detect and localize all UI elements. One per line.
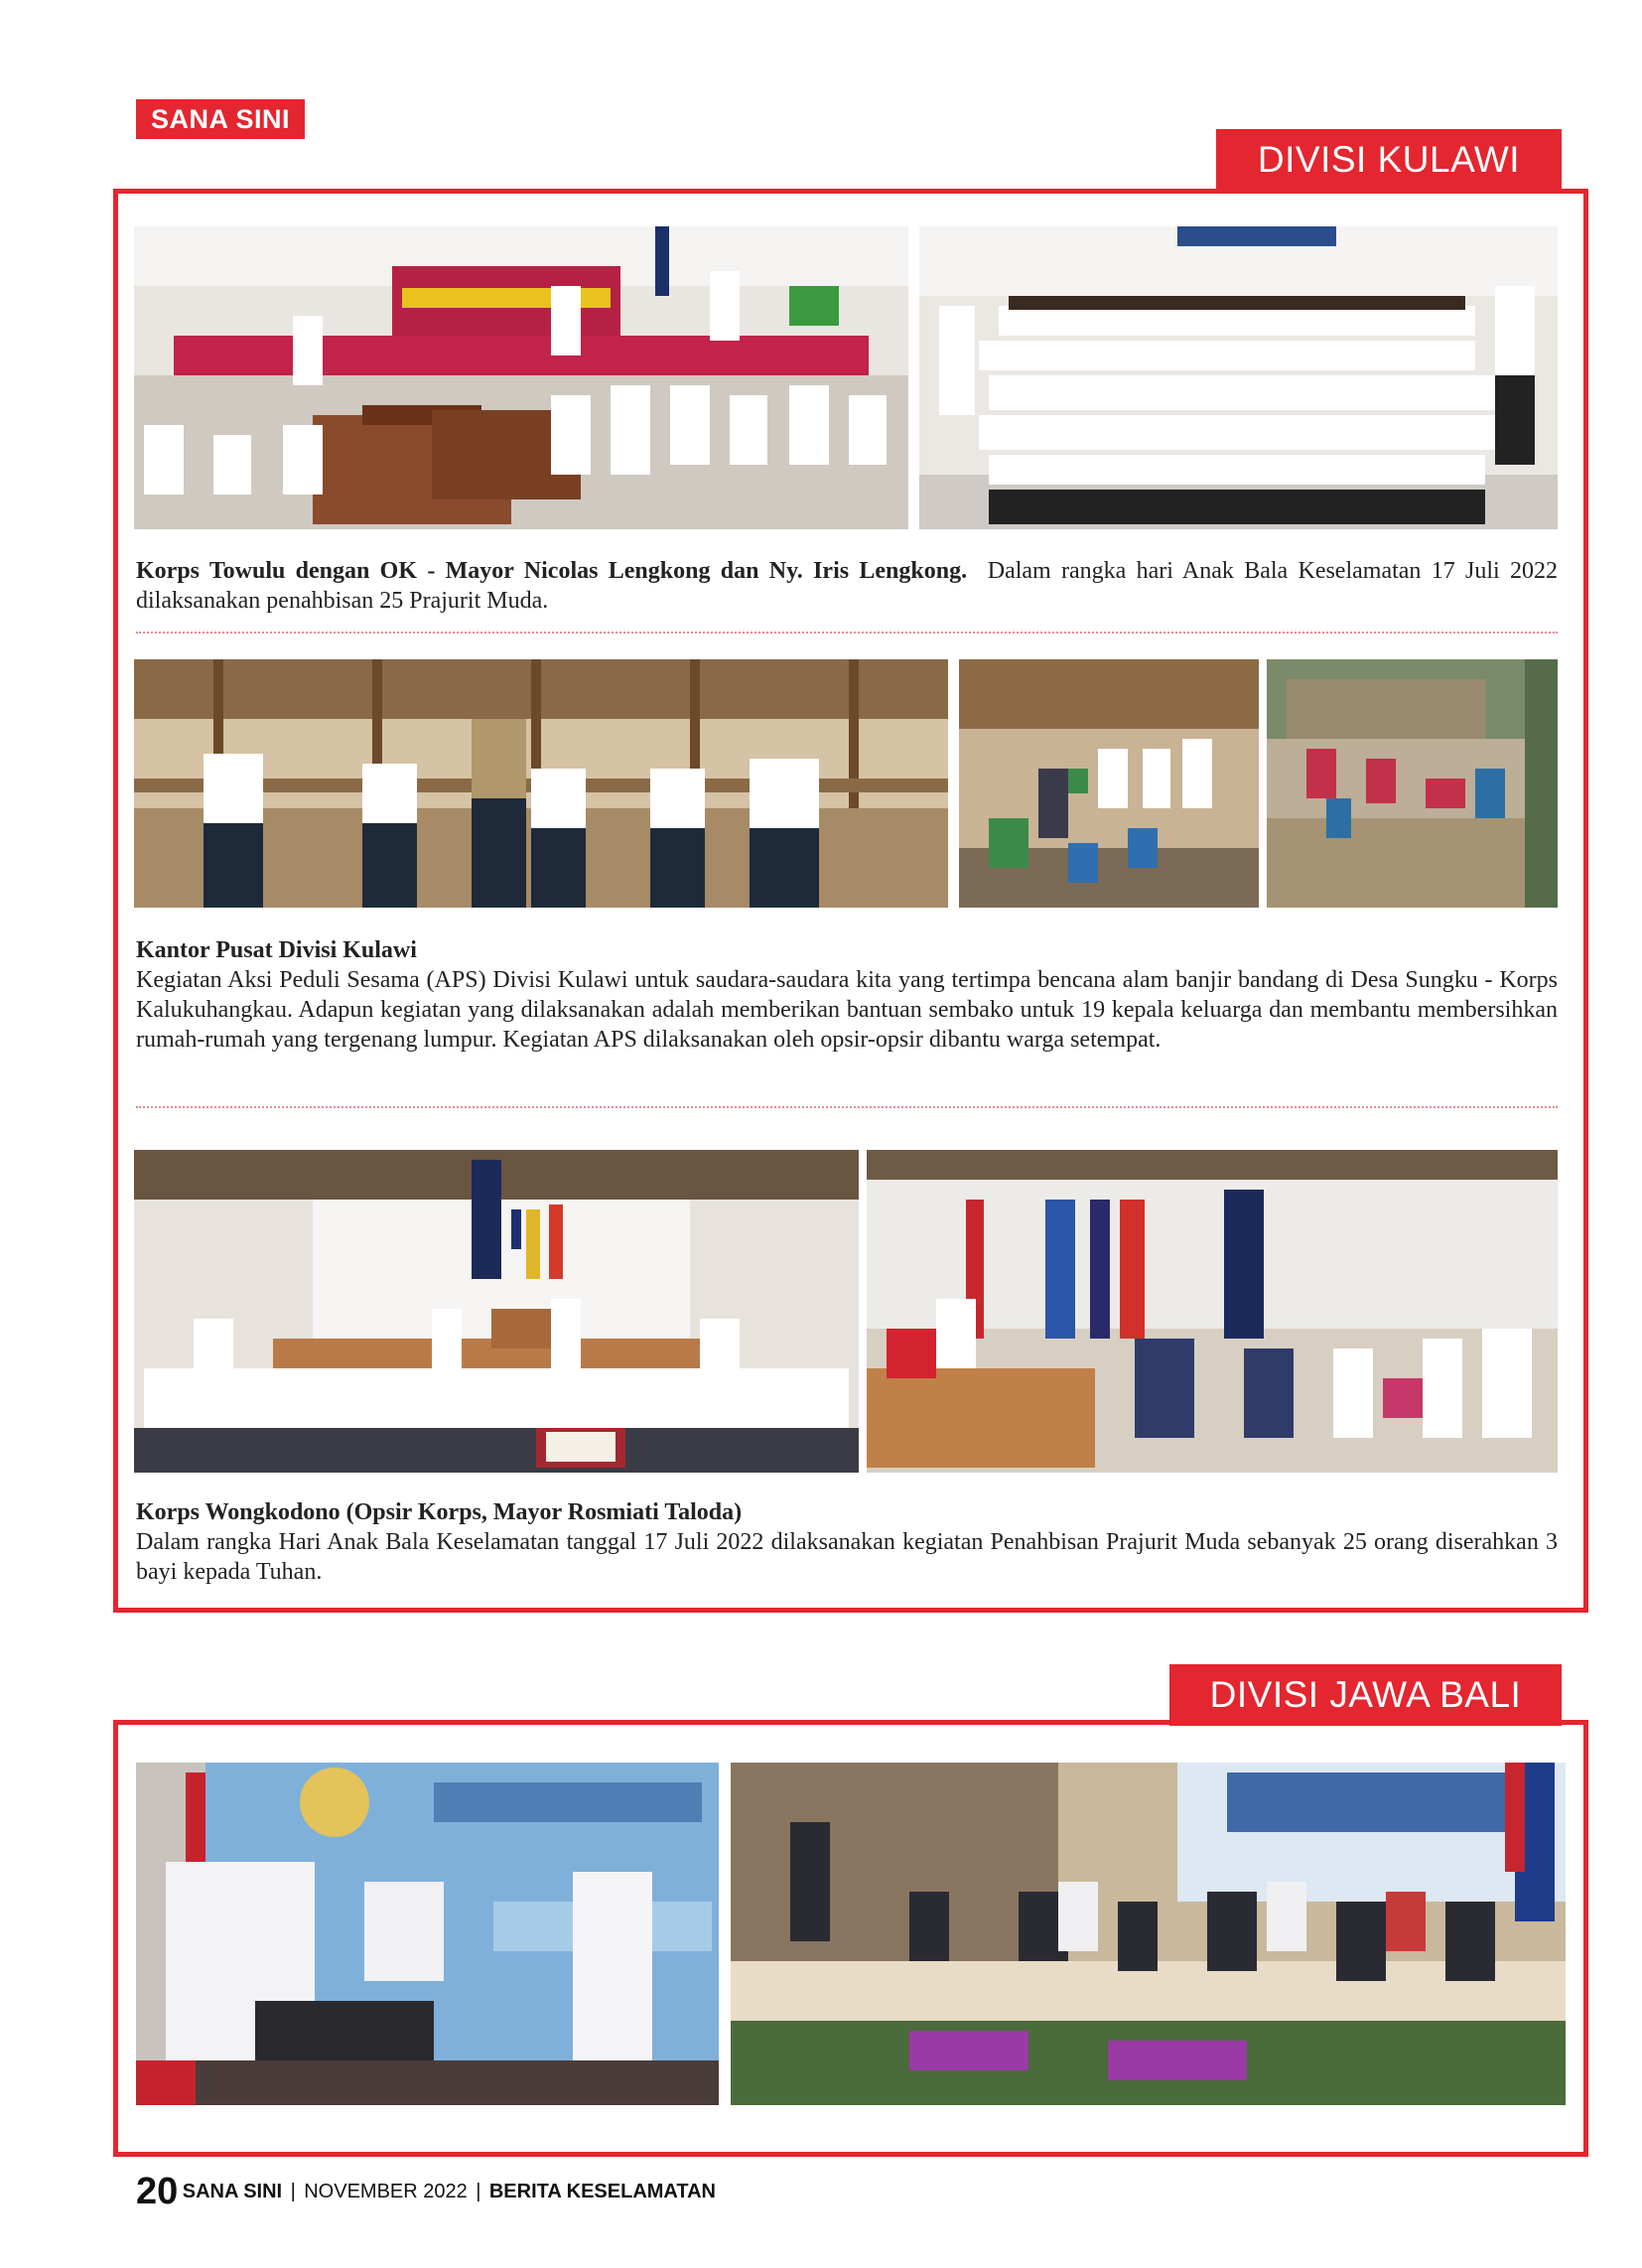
caption-aps <box>136 935 1558 1055</box>
caption-towulu <box>136 556 1558 616</box>
footer-section: SANA SINI <box>182 2181 283 2202</box>
caption-wongkodono-heading: Korps Wongkodono (Opsir Korps, Mayor Rosmiati Taloda) <box>136 1499 743 1525</box>
caption-wongkodono <box>136 1497 1558 1587</box>
dotted-divider <box>136 1106 1558 1108</box>
photo-towulu-group <box>919 226 1558 529</box>
photo-jawa-bali-inauguration <box>136 1763 719 2105</box>
photo-aps-distribution <box>959 659 1259 908</box>
photo-towulu-ceremony <box>134 226 908 529</box>
footer-magazine: BERITA KESELAMATAN <box>488 2181 716 2202</box>
page-number: 20 <box>136 2171 179 2212</box>
caption-aps-heading: Kantor Pusat Divisi Kulawi <box>136 937 417 963</box>
photo-aps-cleanup <box>1267 659 1558 908</box>
dotted-divider <box>136 632 1558 634</box>
division-title-jawa-bali: DIVISI JAWA BALI <box>1169 1664 1562 1726</box>
footer-separator: | <box>290 2181 296 2202</box>
page-footer <box>136 2171 716 2213</box>
photo-wongkodono-children <box>134 1150 859 1473</box>
footer-date: NOVEMBER 2022 <box>304 2181 468 2202</box>
division-title-kulawi: DIVISI KULAWI <box>1216 129 1562 191</box>
footer-separator: | <box>476 2181 481 2202</box>
caption-towulu-body: Dalam rangka hari Anak Bala Keselamatan 17 Juli 2022 dilaksanakan penahbisan 25 Prajurit Muda. <box>136 558 1559 614</box>
caption-wongkodono-body: Dalam rangka Hari Anak Bala Keselamatan tanggal 17 Juli 2022 dilaksanakan kegiatan Penahbisan Prajurit Muda sebanyak 25 orang diserahkan 3 bayi kepada Tuhan. <box>136 1529 1558 1585</box>
caption-aps-body: Kegiatan Aksi Peduli Sesama (APS) Divisi Kulawi untuk saudara-saudara kita yang tertimpa bencana alam banjir bandang di Desa Sungku - Korps Kalukuhangkau. Adapun kegiatan yang dilaksanakan adalah memberikan bantuan sembako untuk 19 kepala keluarga dan membantu membersihkan rumah-rumah yang tergenang lumpur. Kegiatan APS dilaksanakan oleh opsir-opsir dibantu warga setempat. <box>136 967 1558 1053</box>
section-tag: SANA SINI <box>136 99 305 139</box>
caption-towulu-heading: Korps Towulu dengan OK - Mayor Nicolas Lengkong dan Ny. Iris Lengkong. <box>136 558 968 584</box>
photo-wongkodono-baby-dedication <box>867 1150 1558 1473</box>
photo-aps-meeting <box>134 659 948 908</box>
photo-jawa-bali-panel <box>731 1763 1566 2105</box>
